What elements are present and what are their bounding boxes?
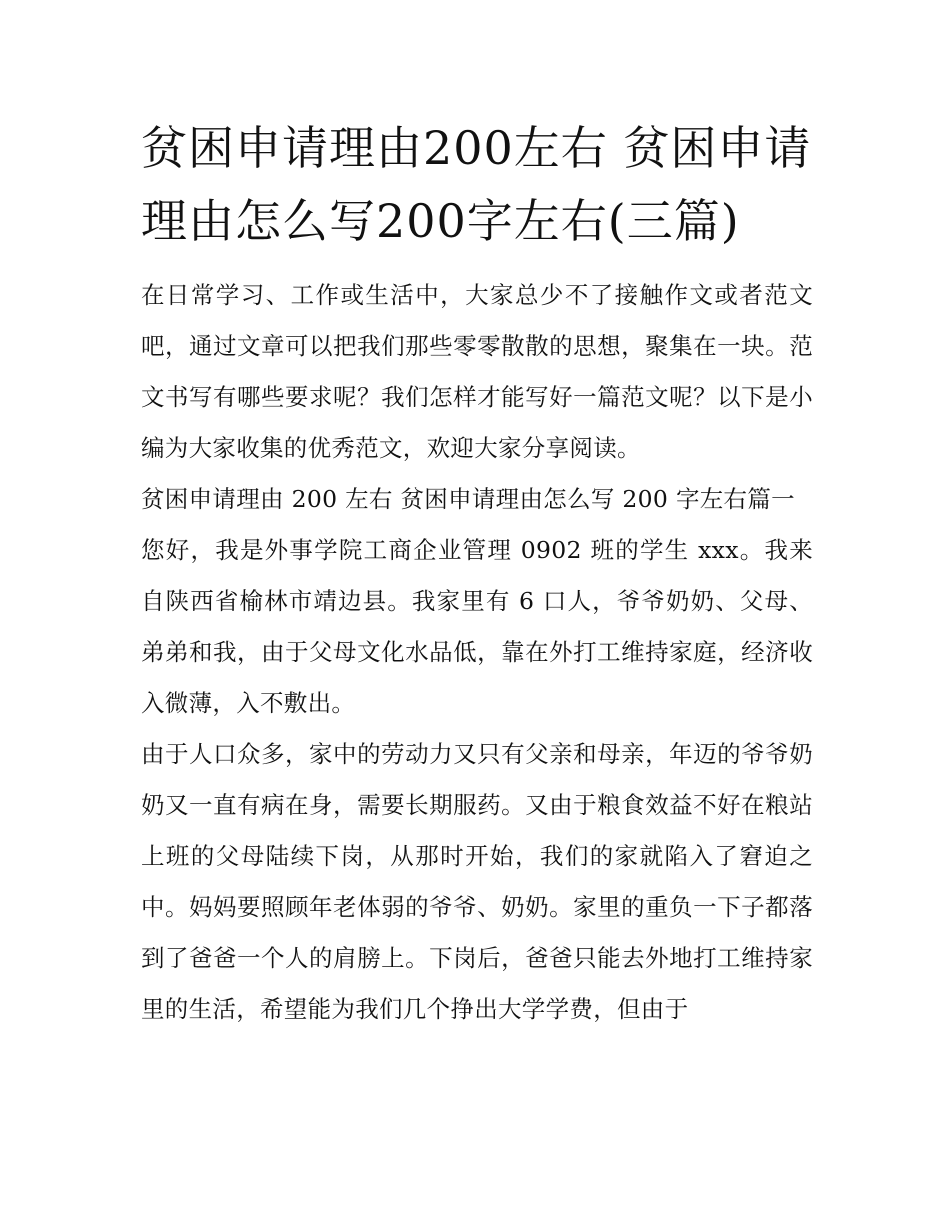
family-background-paragraph: 您好，我是外事学院工商企业管理 0902 班的学生 xxx。我来自陕西省榆林市靖边县。我家里有 6 口人，爷爷奶奶、父母、弟弟和我，由于父母文化水品低，靠在外打工维持家庭，经济收入微薄，入不敷出。 [141,536,813,717]
document-body [141,112,813,1035]
document-title: 贫困申请理由200左右 贫困申请理由怎么写200字左右(三篇) [141,121,812,248]
family-hardship-paragraph: 由于人口众多，家中的劳动力又只有父亲和母亲，年迈的爷爷奶奶又一直有病在身，需要长期服药。又由于粮食效益不好在粮站上班的父母陆续下岗，从那时开始，我们的家就陷入了窘迫之中。妈妈要照顾年老体弱的爷爷、奶奶。家里的重负一下子都落到了爸爸一个人的肩膀上。下岗后，爸爸只能去外地打工维持家里的生活，希望能为我们几个挣出大学学费，但由于 [141,740,813,1023]
section-heading-paragraph: 贫困申请理由 200 左右 贫困申请理由怎么写 200 字左右篇一 [141,485,795,513]
intro-paragraph: 在日常学习、工作或生活中，大家总少不了接触作文或者范文吧，通过文章可以把我们那些零零散散的思想，聚集在一块。范文书写有哪些要求呢？我们怎样才能写好一篇范文呢？以下是小编为大家收集的优秀范文，欢迎大家分享阅读。 [141,281,813,462]
